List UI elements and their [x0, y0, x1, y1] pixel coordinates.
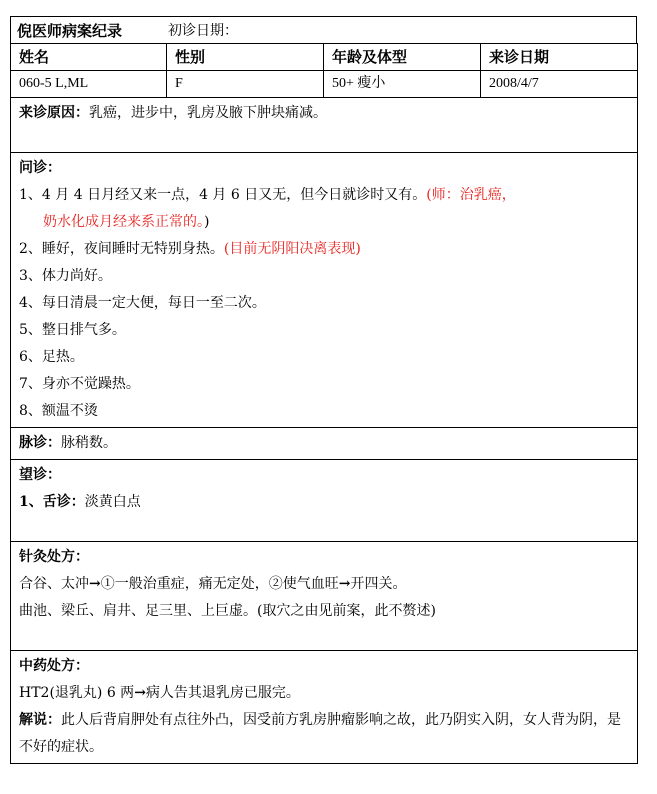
inquiry-item-4: 4、每日清晨一定大便，每日一至二次。 [19, 295, 266, 311]
explanation [19, 707, 629, 761]
reason-section [11, 98, 638, 153]
pulse-text: 脉稍数。 [61, 435, 117, 451]
reason-label: 来诊原因： [19, 105, 89, 121]
reason-text: 乳癌，进步中，乳房及腋下肿块痛减。 [89, 105, 327, 121]
inquiry-item-text: 2、睡好，夜间睡时无特别身热。 [19, 241, 224, 257]
formula-note: 病人告其退乳房已服完。 [145, 685, 300, 701]
arrow-icon: → [134, 685, 146, 701]
first-visit-label: 初诊日期： [168, 23, 239, 39]
col-header-sex: 性别 [167, 44, 324, 71]
patient-sex: F [167, 71, 324, 98]
acupuncture-line-1 [19, 571, 629, 598]
teacher-note: (师：治乳癌， [426, 187, 516, 203]
inquiry-item-7: 7、身亦不觉躁热。 [19, 376, 140, 392]
yinyang-note: (目前无阴阳决离表现) [223, 241, 361, 257]
teacher-note-close: ) [204, 214, 210, 230]
record-title: 倪医师病案纪录 [17, 21, 123, 40]
tongue-label: 1、舌诊： [19, 494, 85, 510]
acupuncture-label: 针灸处方： [19, 549, 89, 565]
inquiry-label: 问诊： [19, 160, 61, 176]
col-header-visit-date: 来诊日期 [481, 44, 638, 71]
acupoints-result: 开四关。 [350, 576, 407, 592]
inquiry-section [11, 153, 638, 428]
title-row [10, 16, 637, 43]
patient-id: 060-5 L,ML [11, 71, 167, 98]
formula: HT2(退乳丸) 6 两 [19, 685, 135, 701]
acupoints-effect: ①一般治重症，痛无定处，②使气血旺 [100, 576, 339, 592]
info-header-row [11, 44, 638, 71]
herbal-section [11, 651, 638, 764]
explain-label: 解说： [19, 712, 61, 728]
col-header-age-build: 年龄及体型 [324, 44, 481, 71]
inquiry-item-3: 3、体力尚好。 [19, 268, 112, 284]
inquiry-item-1 [19, 182, 629, 209]
acupuncture-line-2: 曲池、梁丘、肩井、足三里、上巨虚。(取穴之由见前案，此不赘述) [19, 603, 436, 619]
herbal-line-1 [19, 680, 629, 707]
pulse-section [11, 428, 638, 460]
tongue-text: 淡黄白点 [84, 494, 141, 510]
acupoints-main: 合谷、太冲 [19, 576, 89, 592]
inquiry-item-1-cont [19, 209, 629, 236]
observe-label: 望诊： [19, 467, 61, 483]
arrow-icon: → [89, 576, 101, 592]
explain-text: 此人后背肩胛处有点往外凸，因受前方乳房肿瘤影响之故，此乃阴实入阴，女人背为阴，是不好的症状。 [19, 712, 621, 755]
case-record [10, 16, 637, 764]
pulse-label: 脉诊： [19, 435, 61, 451]
inquiry-item-text: 1、4 月 4 日月经又来一点，4 月 6 日又无，但今日就诊时又有。 [19, 187, 427, 203]
record-table [10, 43, 638, 764]
col-header-name: 姓名 [11, 44, 167, 71]
visit-date: 2008/4/7 [481, 71, 638, 98]
observe-section [11, 460, 638, 542]
inquiry-item-8: 8、额温不烫 [19, 403, 98, 419]
inquiry-item-5: 5、整日排气多。 [19, 322, 126, 338]
info-value-row [11, 71, 638, 98]
inquiry-item-2 [19, 236, 629, 263]
patient-age-build: 50+ 瘦小 [324, 71, 481, 98]
arrow-icon: → [338, 576, 351, 592]
inquiry-item-6: 6、足热。 [19, 349, 84, 365]
herbal-label: 中药处方： [19, 658, 89, 674]
acupuncture-section [11, 542, 638, 651]
teacher-note-cont: 奶水化成月经来系正常的。 [43, 214, 204, 230]
